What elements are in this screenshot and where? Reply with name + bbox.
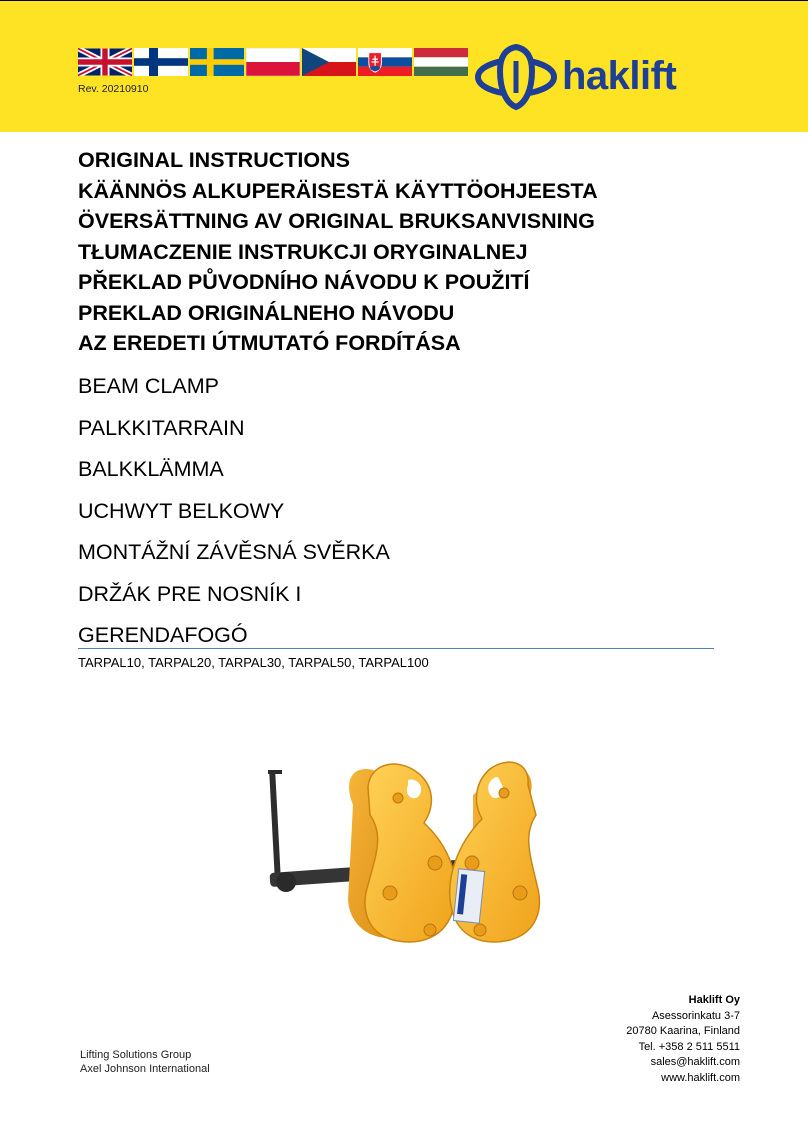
address-city: 20780 Kaarina, Finland: [626, 1025, 740, 1037]
product-names: [78, 366, 390, 657]
address-street: Asessorinkatu 3-7: [651, 1009, 740, 1022]
brand-name: haklift: [562, 54, 677, 98]
title-line-en: ORIGINAL INSTRUCTIONS: [78, 148, 350, 172]
uk-flag-icon[interactable]: [78, 48, 132, 76]
address-web[interactable]: www.haklift.com: [661, 1071, 740, 1084]
address-email[interactable]: sales@haklift.com: [650, 1056, 740, 1068]
product-name-sv: BALKKLÄMMA: [78, 457, 224, 481]
model-list: TARPAL10, TARPAL20, TARPAL30, TARPAL50, TARPAL100: [78, 655, 429, 670]
group-line-1: Lifting Solutions Group: [80, 1049, 192, 1061]
product-name-sk: DRŽÁK PRE NOSNÍK I: [78, 581, 302, 606]
company-name: Haklift Oy: [688, 994, 740, 1006]
instruction-titles: [78, 145, 598, 359]
title-line-pl: TŁUMACZENIE INSTRUKCJI ORYGINALNEJ: [78, 239, 528, 264]
hungary-flag-icon[interactable]: [414, 48, 468, 76]
slovakia-flag-icon[interactable]: [358, 48, 412, 76]
divider: [78, 648, 714, 649]
address-phone: Tel. +358 2 511 5511: [638, 1040, 740, 1053]
czech-flag-icon[interactable]: [302, 48, 356, 76]
beam-clamp-image: [258, 685, 558, 975]
product-name-hu: GERENDAFOGÓ: [78, 623, 248, 647]
finland-flag-icon[interactable]: [134, 48, 188, 76]
title-line-hu: AZ EREDETI ÚTMUTATÓ FORDÍTÁSA: [78, 331, 461, 355]
product-name-en: BEAM CLAMP: [78, 374, 219, 398]
group-info: [80, 1048, 210, 1076]
title-line-cs: PŘEKLAD PŮVODNÍHO NÁVODU K POUŽITÍ: [78, 270, 530, 294]
sweden-flag-icon[interactable]: [190, 48, 244, 76]
poland-flag-icon[interactable]: [246, 48, 300, 76]
title-line-fi: KÄÄNNÖS ALKUPERÄISESTÄ KÄYTTÖOHJEESTA: [78, 178, 598, 203]
product-name-cs: MONTÁŽNÍ ZÁVĚSNÁ SVĚRKA: [78, 540, 390, 564]
header-banner: [0, 0, 808, 132]
product-name-pl: UCHWYT BELKOWY: [78, 498, 285, 523]
company-address: [626, 993, 740, 1086]
title-line-sk: PREKLAD ORIGINÁLNEHO NÁVODU: [78, 300, 455, 325]
group-line-2: Axel Johnson International: [80, 1063, 210, 1075]
title-line-sv: ÖVERSÄTTNING AV ORIGINAL BRUKSANVISNING: [78, 209, 595, 233]
language-flags: [78, 48, 468, 76]
product-name-fi: PALKKITARRAIN: [78, 415, 245, 440]
revision-label: Rev. 20210910: [78, 83, 149, 95]
